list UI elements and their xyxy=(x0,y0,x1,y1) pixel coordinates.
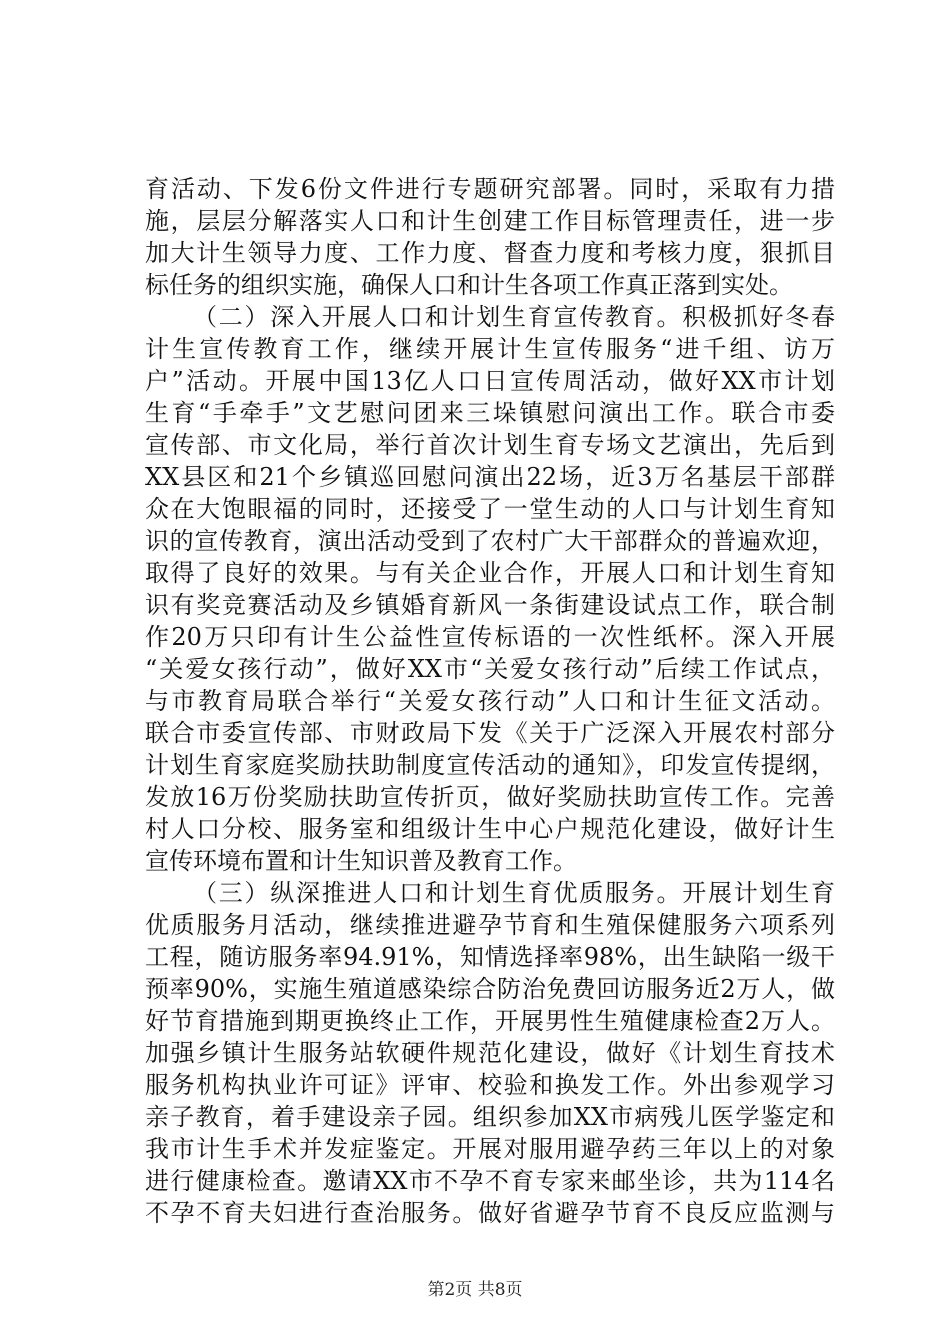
text-line: 进行健康检查。邀请XX市不孕不育专家来邮坐诊，共为114名 xyxy=(145,1167,835,1195)
text-line: 育活动、下发6份文件进行专题研究部署。同时，采取有力措 xyxy=(145,175,835,203)
text-line: 与市教育局联合举行“关爱女孩行动”人口和计生征文活动。 xyxy=(145,687,835,715)
page-footer xyxy=(0,1278,950,1302)
text-line: 计划生育家庭奖励扶助制度宣传活动的通知》，印发宣传提纲， xyxy=(145,751,835,779)
text-line: “关爱女孩行动”，做好XX市“关爱女孩行动”后续工作试点， xyxy=(145,655,835,683)
text-line: 识有奖竞赛活动及乡镇婚育新风一条街建设试点工作，联合制 xyxy=(145,591,835,619)
text-line: 户”活动。开展中国13亿人口日宣传周活动，做好XX市计划 xyxy=(145,367,835,395)
section-heading-line: （二）深入开展人口和计划生育宣传教育。积极抓好冬春 xyxy=(193,303,835,331)
text-line: 不孕不育夫妇进行查治服务。做好省避孕节育不良反应监测与 xyxy=(145,1199,835,1227)
text-line: 宣传部、市文化局，举行首次计划生育专场文艺演出，先后到 xyxy=(145,431,835,459)
text-line: 服务机构执业许可证》评审、校验和换发工作。外出参观学习 xyxy=(145,1071,835,1099)
text-line: 生育“手牵手”文艺慰问团来三垛镇慰问演出工作。联合市委 xyxy=(145,399,835,427)
text-line: 标任务的组织实施，确保人口和计生各项工作真正落到实处。 xyxy=(145,271,793,299)
text-line: 宣传环境布置和计生知识普及教育工作。 xyxy=(145,847,577,875)
section-heading-line: （三）纵深推进人口和计划生育优质服务。开展计划生育 xyxy=(193,879,835,907)
text-line: 村人口分校、服务室和组级计生中心户规范化建设，做好计生 xyxy=(145,815,835,843)
text-line: 联合市委宣传部、市财政局下发《关于广泛深入开展农村部分 xyxy=(145,719,835,747)
text-line: 众在大饱眼福的同时，还接受了一堂生动的人口与计划生育知 xyxy=(145,495,835,523)
text-line: 施，层层分解落实人口和计生创建工作目标管理责任，进一步 xyxy=(145,207,835,235)
text-line: 好节育措施到期更换终止工作，开展男性生殖健康检查2万人。 xyxy=(145,1007,835,1035)
text-line: 亲子教育，着手建设亲子园。组织参加XX市病残儿医学鉴定和 xyxy=(145,1103,835,1131)
body-text xyxy=(145,173,835,1229)
text-line: 优质服务月活动，继续推进避孕节育和生殖保健服务六项系列 xyxy=(145,911,835,939)
text-line: 发放16万份奖励扶助宣传折页，做好奖励扶助宣传工作。完善 xyxy=(145,783,835,811)
text-line: 作20万只印有计生公益性宣传标语的一次性纸杯。深入开展 xyxy=(145,623,835,651)
text-line: 加强乡镇计生服务站软硬件规范化建设，做好《计划生育技术 xyxy=(145,1039,835,1067)
text-line: 我市计生手术并发症鉴定。开展对服用避孕药三年以上的对象 xyxy=(145,1135,835,1163)
text-line: XX县区和21个乡镇巡回慰问演出22场，近3万名基层干部群 xyxy=(145,463,835,491)
text-line: 预率90%，实施生殖道感染综合防治免费回访服务近2万人，做 xyxy=(145,975,835,1003)
text-line: 加大计生领导力度、工作力度、督查力度和考核力度，狠抓目 xyxy=(145,239,835,267)
text-line: 取得了良好的效果。与有关企业合作，开展人口和计划生育知 xyxy=(145,559,835,587)
page-number-label: 第2页 共8页 xyxy=(427,1280,523,1300)
text-line: 工程，随访服务率94.91%，知情选择率98%，出生缺陷一级干 xyxy=(145,943,835,971)
text-line: 计生宣传教育工作，继续开展计生宣传服务“进千组、访万 xyxy=(145,335,835,363)
text-line: 识的宣传教育，演出活动受到了农村广大干部群众的普遍欢迎， xyxy=(145,527,835,555)
